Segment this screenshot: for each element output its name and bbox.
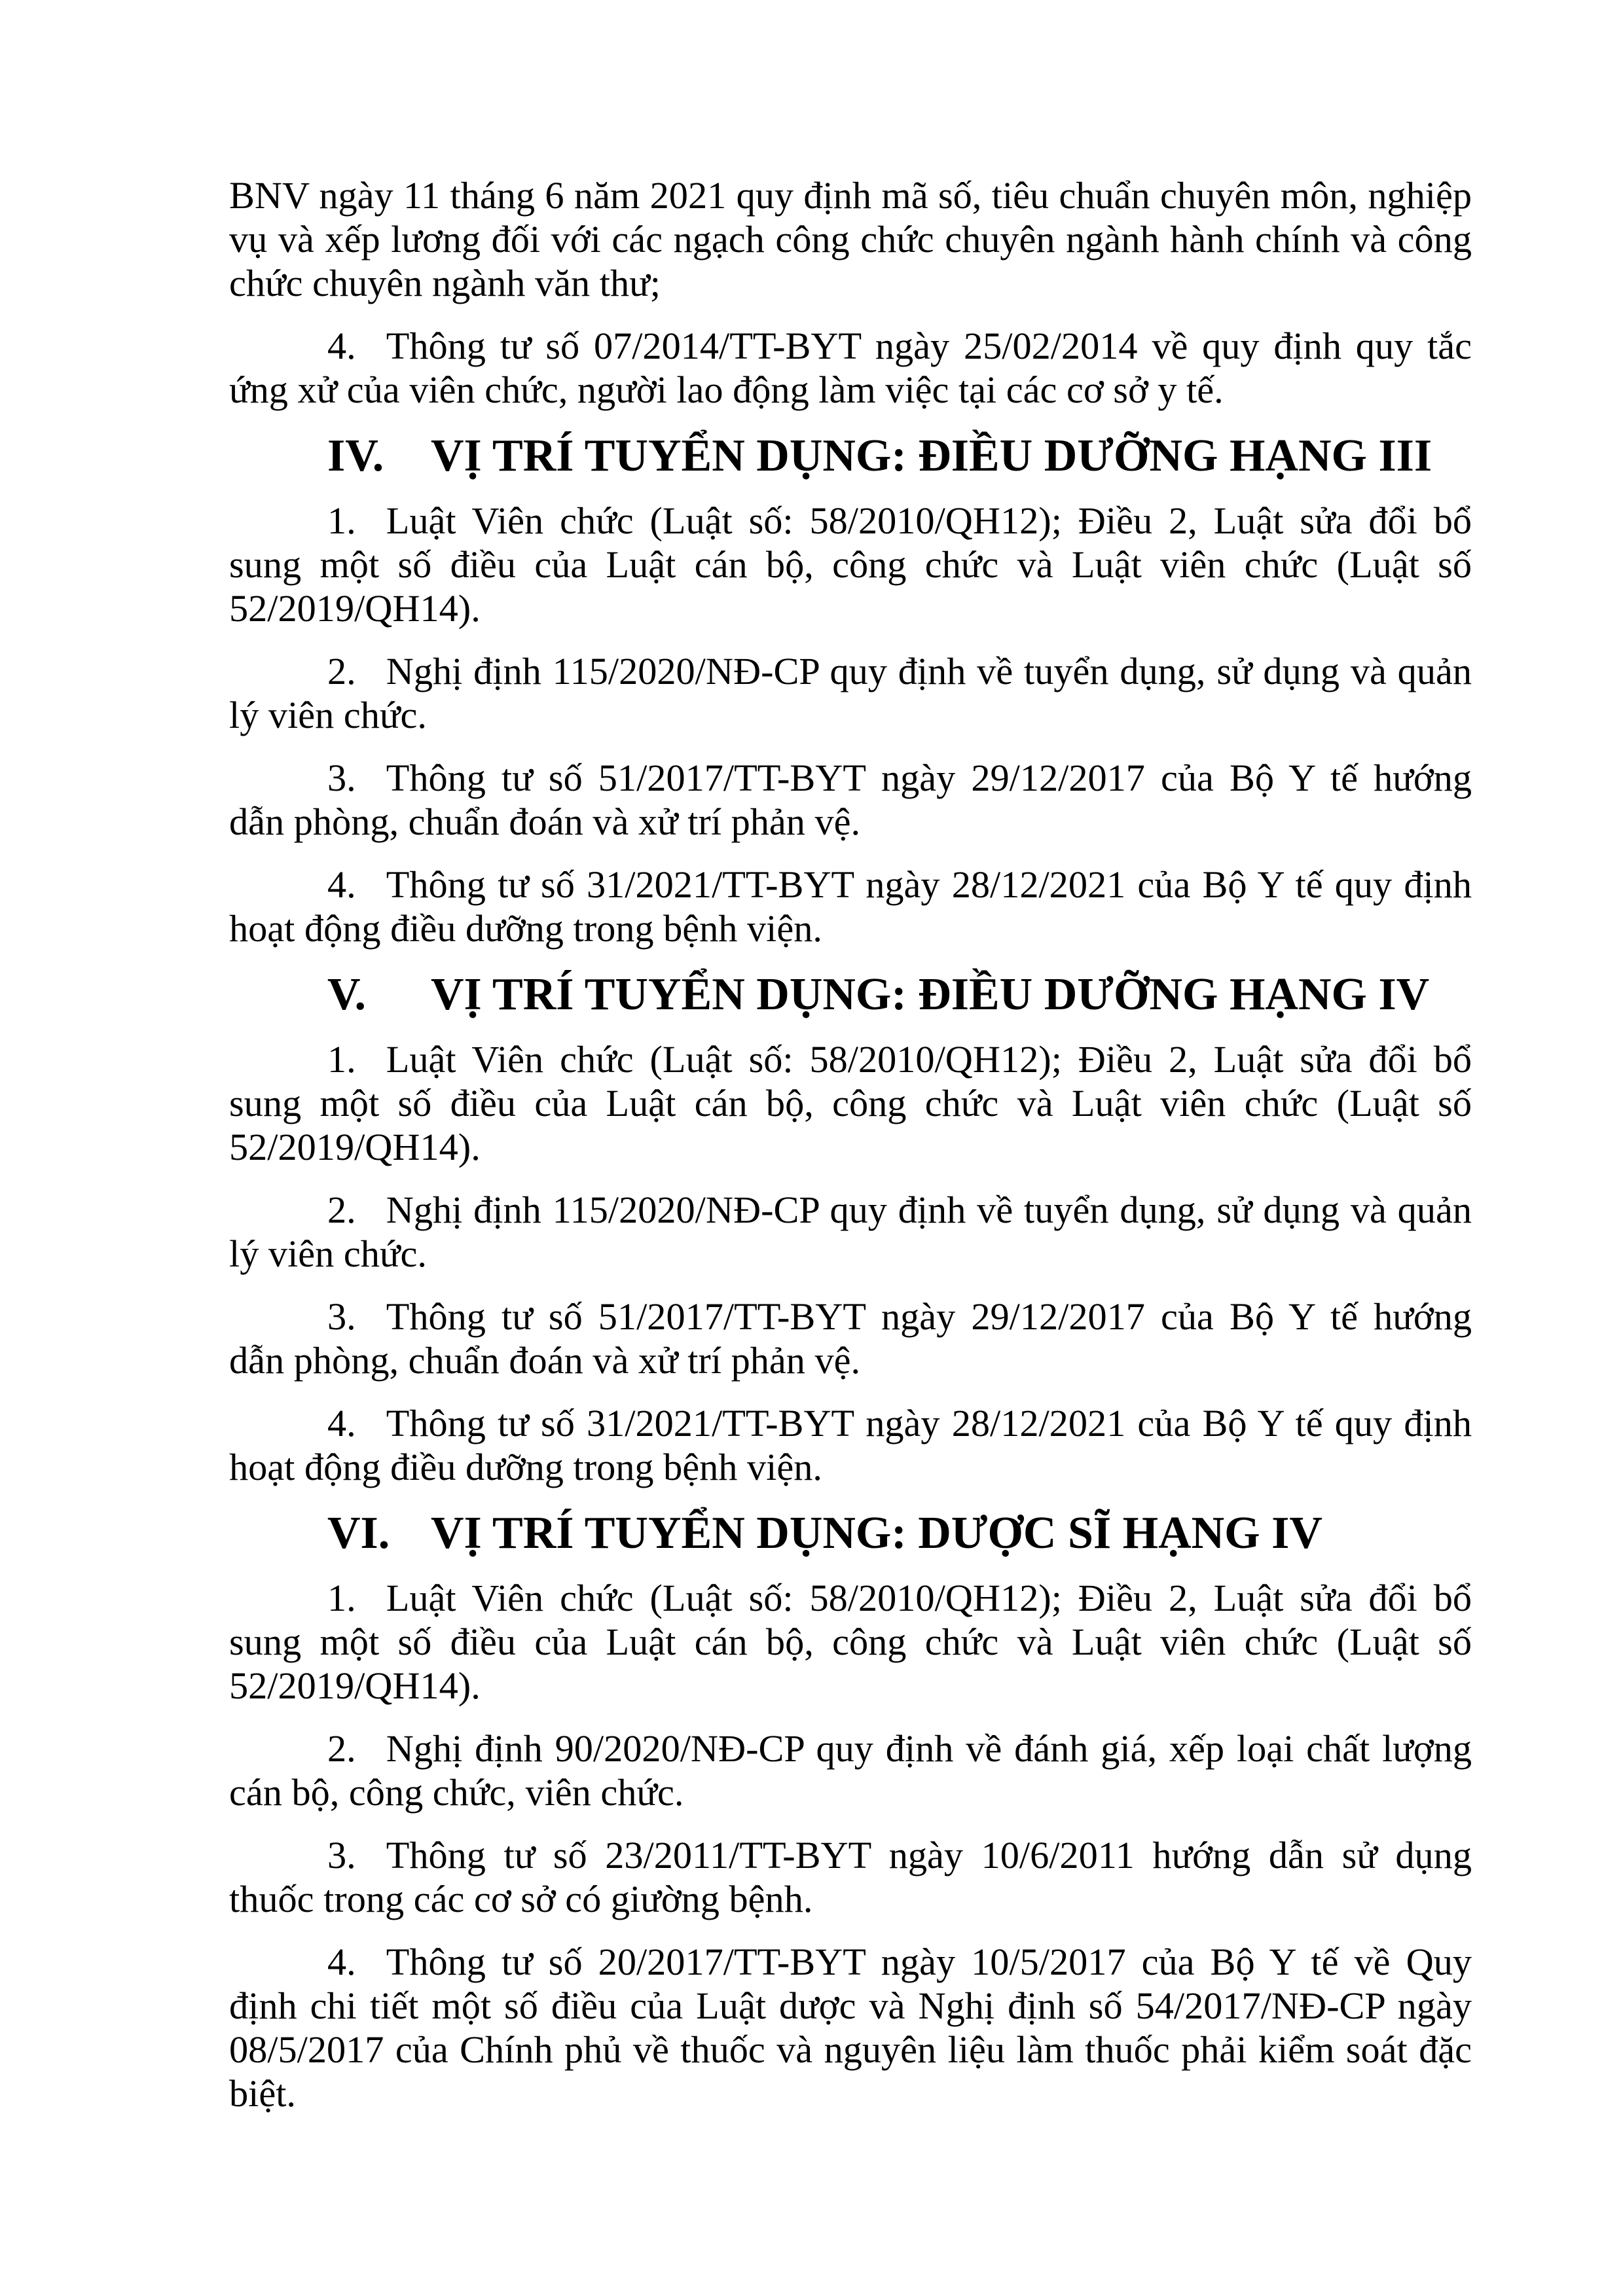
paragraph-number: 1. bbox=[327, 1577, 356, 1619]
paragraph-text: Thông tư số 20/2017/TT-BYT ngày 10/5/2017 của Bộ Y tế về Quy định chi tiết một số điều của Luật dược và Nghị định số 54/2017/NĐ-CP ngày 08/5/2017 của Chính phủ về thuốc và nguyên liệu làm thuốc phải kiểm soát đặc biệt. bbox=[229, 1941, 1472, 2115]
paragraph-text: Thông tư số 23/2011/TT-BYT ngày 10/6/2011 hướng dẫn sử dụng thuốc trong các cơ sở có giường bệnh. bbox=[229, 1834, 1472, 1920]
heading-text: VỊ TRÍ TUYỂN DỤNG: ĐIỀU DƯỠNG HẠNG III bbox=[431, 431, 1432, 481]
numbered-paragraph bbox=[229, 1401, 1472, 1489]
heading-number: V. bbox=[327, 969, 367, 1020]
paragraph-text: Thông tư số 51/2017/TT-BYT ngày 29/12/2017 của Bộ Y tế hướng dẫn phòng, chuẩn đoán và xử trí phản vệ. bbox=[229, 1295, 1472, 1382]
numbered-paragraph bbox=[229, 1295, 1472, 1382]
numbered-paragraph bbox=[229, 1833, 1472, 1921]
paragraph-text: Luật Viên chức (Luật số: 58/2010/QH12); Điều 2, Luật sửa đổi bổ sung một số điều của Luật cán bộ, công chức và Luật viên chức (Luật số 52/2019/QH14). bbox=[229, 1577, 1472, 1707]
heading-number: VI. bbox=[327, 1508, 390, 1558]
numbered-paragraph bbox=[229, 756, 1472, 844]
paragraph-number: 3. bbox=[327, 757, 356, 799]
paragraph-text: Luật Viên chức (Luật số: 58/2010/QH12); Điều 2, Luật sửa đổi bổ sung một số điều của Luật cán bộ, công chức và Luật viên chức (Luật số 52/2019/QH14). bbox=[229, 1038, 1472, 1168]
section-heading-v bbox=[229, 969, 1472, 1020]
paragraph-text: Nghị định 90/2020/NĐ-CP quy định về đánh giá, xếp loại chất lượng cán bộ, công chức, viên chức. bbox=[229, 1727, 1472, 1814]
numbered-paragraph bbox=[229, 863, 1472, 950]
paragraph-text: Luật Viên chức (Luật số: 58/2010/QH12); Điều 2, Luật sửa đổi bổ sung một số điều của Luật cán bộ, công chức và Luật viên chức (Luật số 52/2019/QH14). bbox=[229, 499, 1472, 630]
numbered-paragraph bbox=[229, 324, 1472, 412]
paragraph-number: 1. bbox=[327, 1038, 356, 1081]
numbered-paragraph bbox=[229, 1188, 1472, 1276]
numbered-paragraph bbox=[229, 499, 1472, 630]
section-heading-iv bbox=[229, 431, 1472, 482]
numbered-paragraph bbox=[229, 649, 1472, 737]
paragraph-number: 2. bbox=[327, 1727, 356, 1770]
numbered-paragraph bbox=[229, 1576, 1472, 1708]
paragraph-text: Thông tư số 31/2021/TT-BYT ngày 28/12/2021 của Bộ Y tế quy định hoạt động điều dưỡng trong bệnh viện. bbox=[229, 863, 1472, 950]
paragraph-text: Nghị định 115/2020/NĐ-CP quy định về tuyển dụng, sử dụng và quản lý viên chức. bbox=[229, 650, 1472, 736]
paragraph-number: 4. bbox=[327, 863, 356, 906]
paragraph-number: 2. bbox=[327, 650, 356, 692]
paragraph-number: 3. bbox=[327, 1295, 356, 1338]
paragraph-number: 2. bbox=[327, 1189, 356, 1231]
paragraph-text: Thông tư số 51/2017/TT-BYT ngày 29/12/2017 của Bộ Y tế hướng dẫn phòng, chuẩn đoán và xử trí phản vệ. bbox=[229, 757, 1472, 843]
numbered-paragraph bbox=[229, 1037, 1472, 1169]
section-heading-vi bbox=[229, 1508, 1472, 1559]
heading-text: VỊ TRÍ TUYỂN DỤNG: ĐIỀU DƯỠNG HẠNG IV bbox=[431, 969, 1430, 1020]
paragraph-number: 4. bbox=[327, 1402, 356, 1444]
paragraph-text: Thông tư số 07/2014/TT-BYT ngày 25/02/2014 về quy định quy tắc ứng xử của viên chức, người lao động làm việc tại các cơ sở y tế. bbox=[229, 325, 1472, 411]
paragraph-number: 4. bbox=[327, 1941, 356, 1983]
paragraph-number: 3. bbox=[327, 1834, 356, 1876]
heading-number: IV. bbox=[327, 431, 384, 481]
paragraph-number: 1. bbox=[327, 499, 356, 542]
paragraph-text: BNV ngày 11 tháng 6 năm 2021 quy định mã số, tiêu chuẩn chuyên môn, nghiệp vụ và xếp lương đối với các ngạch công chức chuyên ngành hành chính và công chức chuyên ngành văn thư; bbox=[229, 174, 1472, 304]
heading-text: VỊ TRÍ TUYỂN DỤNG: DƯỢC SĨ HẠNG IV bbox=[431, 1508, 1322, 1558]
paragraph-text: Nghị định 115/2020/NĐ-CP quy định về tuyển dụng, sử dụng và quản lý viên chức. bbox=[229, 1189, 1472, 1275]
paragraph-number: 4. bbox=[327, 325, 356, 367]
paragraph-text: Thông tư số 31/2021/TT-BYT ngày 28/12/2021 của Bộ Y tế quy định hoạt động điều dưỡng trong bệnh viện. bbox=[229, 1402, 1472, 1488]
numbered-paragraph bbox=[229, 1727, 1472, 1814]
continued-paragraph bbox=[229, 173, 1472, 305]
numbered-paragraph bbox=[229, 1940, 1472, 2115]
